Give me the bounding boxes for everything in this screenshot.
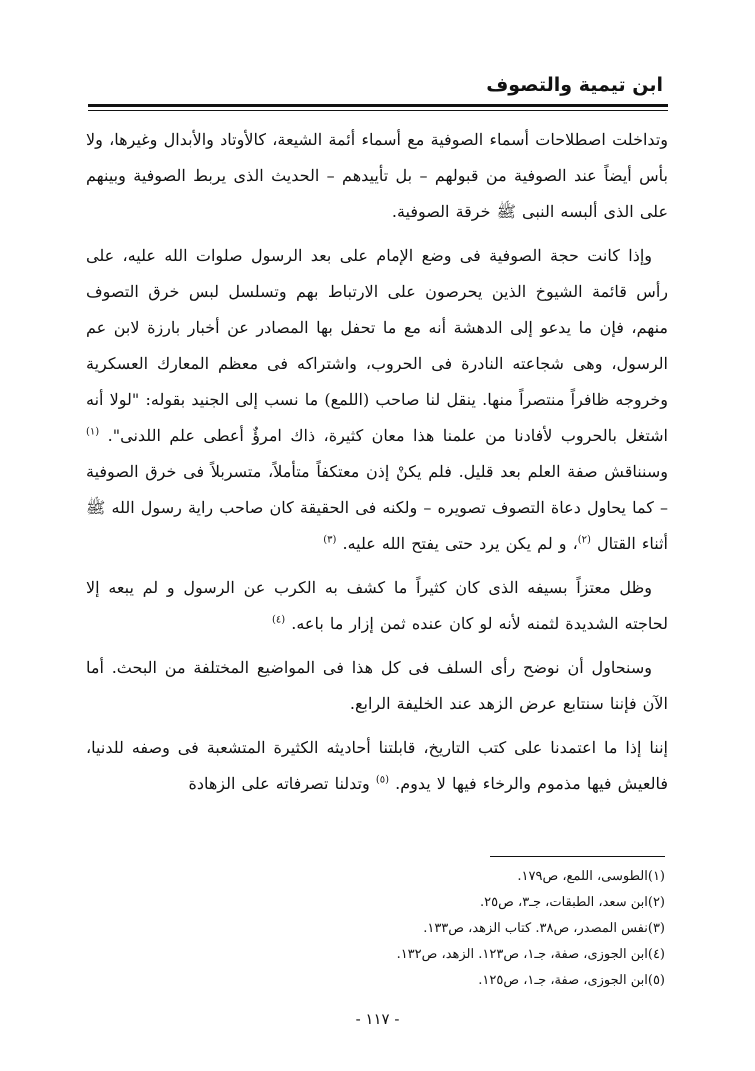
paragraph-5 — [86, 730, 668, 802]
paragraph-5-text-b: وتدلنا تصرفاته على الزهادة — [188, 774, 370, 793]
footnote-1: (١)الطوسى، اللمع، ص١٧٩. — [517, 869, 665, 884]
footnote-3: (٣)نفس المصدر، ص٣٨. كتاب الزهد، ص١٣٣. — [423, 921, 665, 936]
paragraph-1-text: وتداخلت اصطلاحات أسماء الصوفية مع أسماء أئمة الشيعة، كالأوتاد والأبدال وغيرها، ولا بأس أيضاً عند الصوفية من قبولهم – بل تأييدهم – الحديث الذى يربط الصوفية وبينهم على الذى ألبسه النبى ﷺ خرقة الصوفية. — [86, 130, 668, 221]
footnote-ref-4: (٤) — [271, 614, 286, 626]
running-title: ابن تيمية والتصوف — [486, 74, 663, 96]
paragraph-4 — [86, 650, 668, 722]
paragraph-2 — [86, 238, 668, 562]
paragraph-5-text-a: إننا إذا ما اعتمدنا على كتب التاريخ، قابلتنا أحاديثه الكثيرة المتشعبة فى وصفه للدنيا، فالعيش فيها مذموم والرخاء فيها لا يدوم. — [86, 738, 668, 793]
paragraph-4-text: وسنحاول أن نوضح رأى السلف فى كل هذا فى المواضيع المختلفة من البحث. أما الآن فإننا سنتابع عرض الزهد عند الخليفة الرابع. — [86, 658, 668, 713]
paragraph-2-text-c: ، و لم يكن يرد حتى يفتح الله عليه. — [342, 534, 578, 553]
main-text — [86, 122, 668, 810]
header-rule-thin — [88, 110, 668, 111]
footnote-separator — [490, 856, 665, 857]
paragraph-2-text-b: وسنناقش صفة العلم بعد قليل. فلم يكنْ إذن معتكفاً متأملاً، متسربلاً فى خرق الصوفية – كما يحاول دعاة التصوف تصويره – ولكنه فى الحقيقة كان صاحب راية رسول الله ﷺ أثناء القتال — [86, 462, 669, 553]
paragraph-3-text: وظل معتزاً بسيفه الذى كان كثيراً ما كشف به الكرب عن الرسول و لم يبعه إلا لحاجته الشديدة لثمنه لأنه لو كان عنده ثمن إزار ما باعه. — [86, 578, 668, 633]
footnote-2: (٢)ابن سعد، الطبقات، جـ٣، ص٢٥. — [480, 895, 665, 910]
footnote-ref-2: (٢) — [577, 534, 591, 546]
footnote-ref-5: (٥) — [375, 774, 390, 786]
footnotes — [105, 864, 665, 994]
footnote-ref-3: (٣) — [323, 534, 337, 546]
paragraph-1 — [86, 122, 668, 230]
header-rule-thick — [88, 104, 668, 107]
footnote-4: (٤)ابن الجوزى، صفة، جـ١، ص١٢٣. الزهد، ص١٣٢. — [396, 947, 665, 962]
paragraph-2-text-a: وإذا كانت حجة الصوفية فى وضع الإمام على بعد الرسول صلوات الله عليه، على رأس قائمة الشيوخ الذين يحرصون على الارتباط بهم وتسلسل لبس خرق التصوف منهم، فإن ما يدعو إلى الدهشة أنه مع ما تحفل بها المصادر عن أخبار بارزة لابن عم الرسول، وهى شجاعته النادرة فى الحروب، واشتراكه فى معظم المعارك العسكرية وخروجه ظافراً منتصراً منها. ينقل لنا صاحب (اللمع) ما نسب إلى الجنيد بقوله: "لولا أنه اشتغل بالحروب لأفادنا من علمنا هذا معان كثيرة، ذاك امرؤٌ أعطى علم اللدنى". — [86, 246, 668, 445]
footnote-5: (٥)ابن الجوزى، صفة، جـ١، ص١٢٥. — [478, 973, 665, 988]
paragraph-3 — [86, 570, 668, 642]
footnote-ref-1: (١) — [86, 426, 100, 438]
page-number: - ١١٧ - — [355, 1010, 400, 1028]
